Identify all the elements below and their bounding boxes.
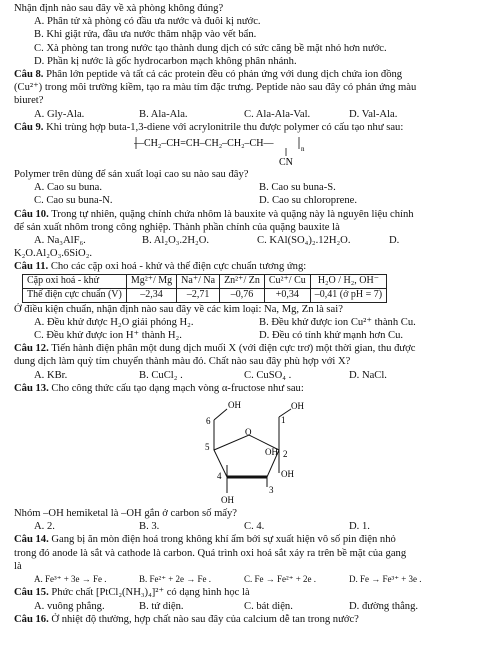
potential-table	[22, 274, 387, 303]
option-b: B. 3.	[139, 521, 160, 533]
question-14-stem-2: trong đó anode là sắt và cathode là carbon. Quá trình oxi hoá sắt xảy ra trên bề mặt của gang	[14, 547, 407, 559]
table-row	[23, 288, 387, 302]
carbon-number: 6	[206, 416, 211, 427]
carbon-number: 5	[205, 442, 210, 453]
question-15-stem: Câu 15. Phức chất [PtCl₂(NH₃)₄]²⁺ có dạng hình học là	[14, 587, 250, 599]
fructose-structure	[14, 395, 492, 507]
fructose-ring-icon	[179, 395, 329, 507]
carbon-number: 3	[269, 485, 274, 496]
cn-group: CN	[279, 157, 293, 169]
table-row	[23, 274, 387, 288]
option-d: D. Phần kị nước là gốc hydrocarbon mạch không phân nhánh.	[34, 55, 297, 67]
polymer-formula	[14, 134, 492, 168]
option-a: A. Phân tử xà phòng có đầu ưa nước và đuôi kị nước.	[34, 16, 261, 28]
option-b: B. Ala-Ala.	[139, 108, 188, 120]
option-d: D. Đều có tính khử mạnh hơn Cu.	[259, 330, 404, 342]
option-a: A. Đều khử được H₂O giải phóng H₂.	[34, 316, 194, 328]
option-c: C. Ala-Ala-Val.	[244, 108, 311, 120]
atom-label: OH	[228, 400, 241, 411]
atom-label: OH	[281, 469, 294, 480]
ring-oxygen: O	[245, 427, 252, 438]
option-a: A. Gly-Ala.	[34, 108, 85, 120]
table-cell: –0,41 (ở pH = 7)	[310, 288, 386, 302]
option-d: D. Val-Ala.	[349, 108, 398, 120]
option-b: B. Khi giặt rửa, đầu ưa nước thâm nhập vào vết bẩn.	[34, 29, 257, 41]
table-cell: –2,71	[177, 288, 220, 302]
atom-label: OH	[265, 447, 278, 458]
question-14-options	[14, 573, 492, 586]
question-15-options	[14, 600, 492, 613]
option-d: D. Cao su chloroprene.	[259, 195, 357, 207]
table-cell: –0,76	[220, 288, 265, 302]
option-c: C. Cao su buna-N.	[34, 195, 113, 207]
question-9-options-row2	[14, 194, 492, 207]
table-cell: –2,34	[126, 288, 176, 302]
question-11-options-row2	[14, 329, 492, 342]
option-c: C. CuSO₄ .	[244, 369, 292, 381]
option-b: B. Đều khử được ion Cu²⁺ thành Cu.	[259, 316, 416, 328]
option-b: B. tứ diện.	[139, 600, 184, 612]
formula-text: —CH₂–CH=CH–CH₂–CH₂–CH—	[134, 138, 274, 150]
table-cell: Cu²⁺/ Cu	[264, 274, 310, 288]
option-c: C. Đều khử được ion H⁺ thành H₂.	[34, 330, 182, 342]
option-d: D. Fe → Fe³⁺ + 3e .	[349, 574, 422, 585]
question-12-stem-2: dung dịch làm quỳ tím chuyển thành màu đỏ. Chất nào sau đây phù hợp với X?	[14, 356, 351, 368]
question-16-stem: Câu 16. Ở nhiệt độ thường, hợp chất nào sau đây của calcium dễ tan trong nước?	[14, 613, 359, 625]
polymer-structure-icon	[134, 134, 334, 168]
question-11-question: Ở điều kiện chuẩn, nhận định nào sau đây về các kim loại: Na, Mg, Zn là sai?	[14, 303, 343, 315]
option-c: C. 4.	[244, 521, 265, 533]
question-8-stem-3: biuret?	[14, 95, 44, 107]
carbon-number: 1	[281, 415, 286, 426]
question-11-stem: Câu 11. Cho các cặp oxi hoá - khử và thế điện cực chuẩn tương ứng:	[14, 261, 307, 273]
option-d: D.	[389, 235, 400, 247]
option-b: B. Cao su buna-S.	[259, 182, 336, 194]
option-c: C. bát diện.	[244, 600, 293, 612]
option-a: A. KBr.	[34, 369, 68, 381]
question-9-question: Polymer trên dùng để sản xuất loại cao su nào sau đây?	[14, 169, 249, 181]
option-b: B. Fe²⁺ + 2e → Fe .	[139, 574, 212, 585]
option-c: C. Xà phòng tan trong nước tạo thành dung dịch có sức căng bề mặt nhỏ hơn nước.	[34, 42, 387, 54]
option-a: A. Fe³⁺ + 3e → Fe .	[34, 574, 107, 585]
table-cell: Cặp oxi hoá - khử	[23, 274, 127, 288]
table-cell: Zn²⁺/ Zn	[220, 274, 265, 288]
question-13-options	[14, 520, 492, 533]
table-cell: Mg²⁺/ Mg	[126, 274, 176, 288]
exam-page	[14, 2, 492, 626]
question-12-options	[14, 369, 492, 382]
question-13-question: Nhóm –OH hemiketal là –OH gắn ở carbon số mấy?	[14, 508, 238, 520]
table-cell: H₂O / H₂, OH⁻	[310, 274, 386, 288]
option-d: D. đường thẳng.	[349, 600, 419, 612]
option-a: A. Na₃AlF₆.	[34, 235, 86, 247]
option-d: D. NaCl.	[349, 369, 387, 381]
question-11-options-row1	[14, 316, 492, 329]
carbon-number: 2	[283, 449, 288, 460]
option-b: B. CuCl₂ .	[139, 369, 183, 381]
question-stem: Nhận định nào sau đây về xà phòng không đúng?	[14, 3, 224, 14]
question-10-stem: Câu 10. Trong tự nhiên, quặng chính chứa nhôm là bauxite và quặng này là nguyên liệu chính	[14, 208, 414, 220]
question-8-options	[14, 108, 492, 121]
question-10-options	[14, 234, 492, 247]
atom-label: OH	[221, 495, 234, 506]
option-a: A. 2.	[34, 521, 55, 533]
carbon-number: 4	[217, 471, 222, 482]
option-d-continued: K₂O.Al₂O₃.6SiO₂.	[14, 248, 93, 260]
option-c: C. Fe → Fe²⁺ + 2e .	[244, 574, 317, 585]
option-d: D. 1.	[349, 521, 370, 533]
subscript-n: n	[301, 145, 305, 154]
option-a: A. Cao su buna.	[34, 182, 102, 194]
question-10-stem-2: để sản xuất nhôm trong công nghiệp. Thành phần chính của quặng bauxite là	[14, 221, 340, 233]
option-b: B. Al₂O₃.2H₂O.	[142, 235, 209, 247]
option-c: C. KAl(SO₄)₂.12H₂O.	[257, 235, 351, 247]
table-cell: Thế điện cực chuẩn (V)	[23, 288, 127, 302]
question-13-stem: Câu 13. Cho công thức cấu tạo dạng mạch vòng α-fructose như sau:	[14, 382, 304, 394]
question-8-stem: Câu 8. Phân lớn peptide và tất cả các protein đều có phản ứng với dung dịch chứa ion đồng	[14, 69, 403, 81]
question-9-stem: Câu 9. Khi trùng hợp buta-1,3-diene với acrylonitrile thu được polymer có cấu tạo như sau:	[14, 121, 404, 133]
question-14-stem: Câu 14. Gang bị ăn mòn điện hoá trong không khí ẩm bởi sự xuất hiện vô số pin điện nhỏ	[14, 534, 396, 546]
question-14-stem-3: là	[14, 560, 22, 572]
table-cell: +0,34	[264, 288, 310, 302]
atom-label: OH	[291, 401, 304, 412]
option-a: A. vuông phẳng.	[34, 600, 105, 612]
question-12-stem: Câu 12. Tiến hành điện phân một dung dịch muối X (với điện cực trơ) một thời gian, thu được	[14, 343, 416, 355]
table-cell: Na⁺/ Na	[177, 274, 220, 288]
question-8-stem-2: (Cu²⁺) trong môi trường kiềm, tạo ra màu tím đặc trưng. Peptide nào sau đây có phản ứng màu	[14, 82, 417, 94]
question-9-options-row1	[14, 181, 492, 194]
